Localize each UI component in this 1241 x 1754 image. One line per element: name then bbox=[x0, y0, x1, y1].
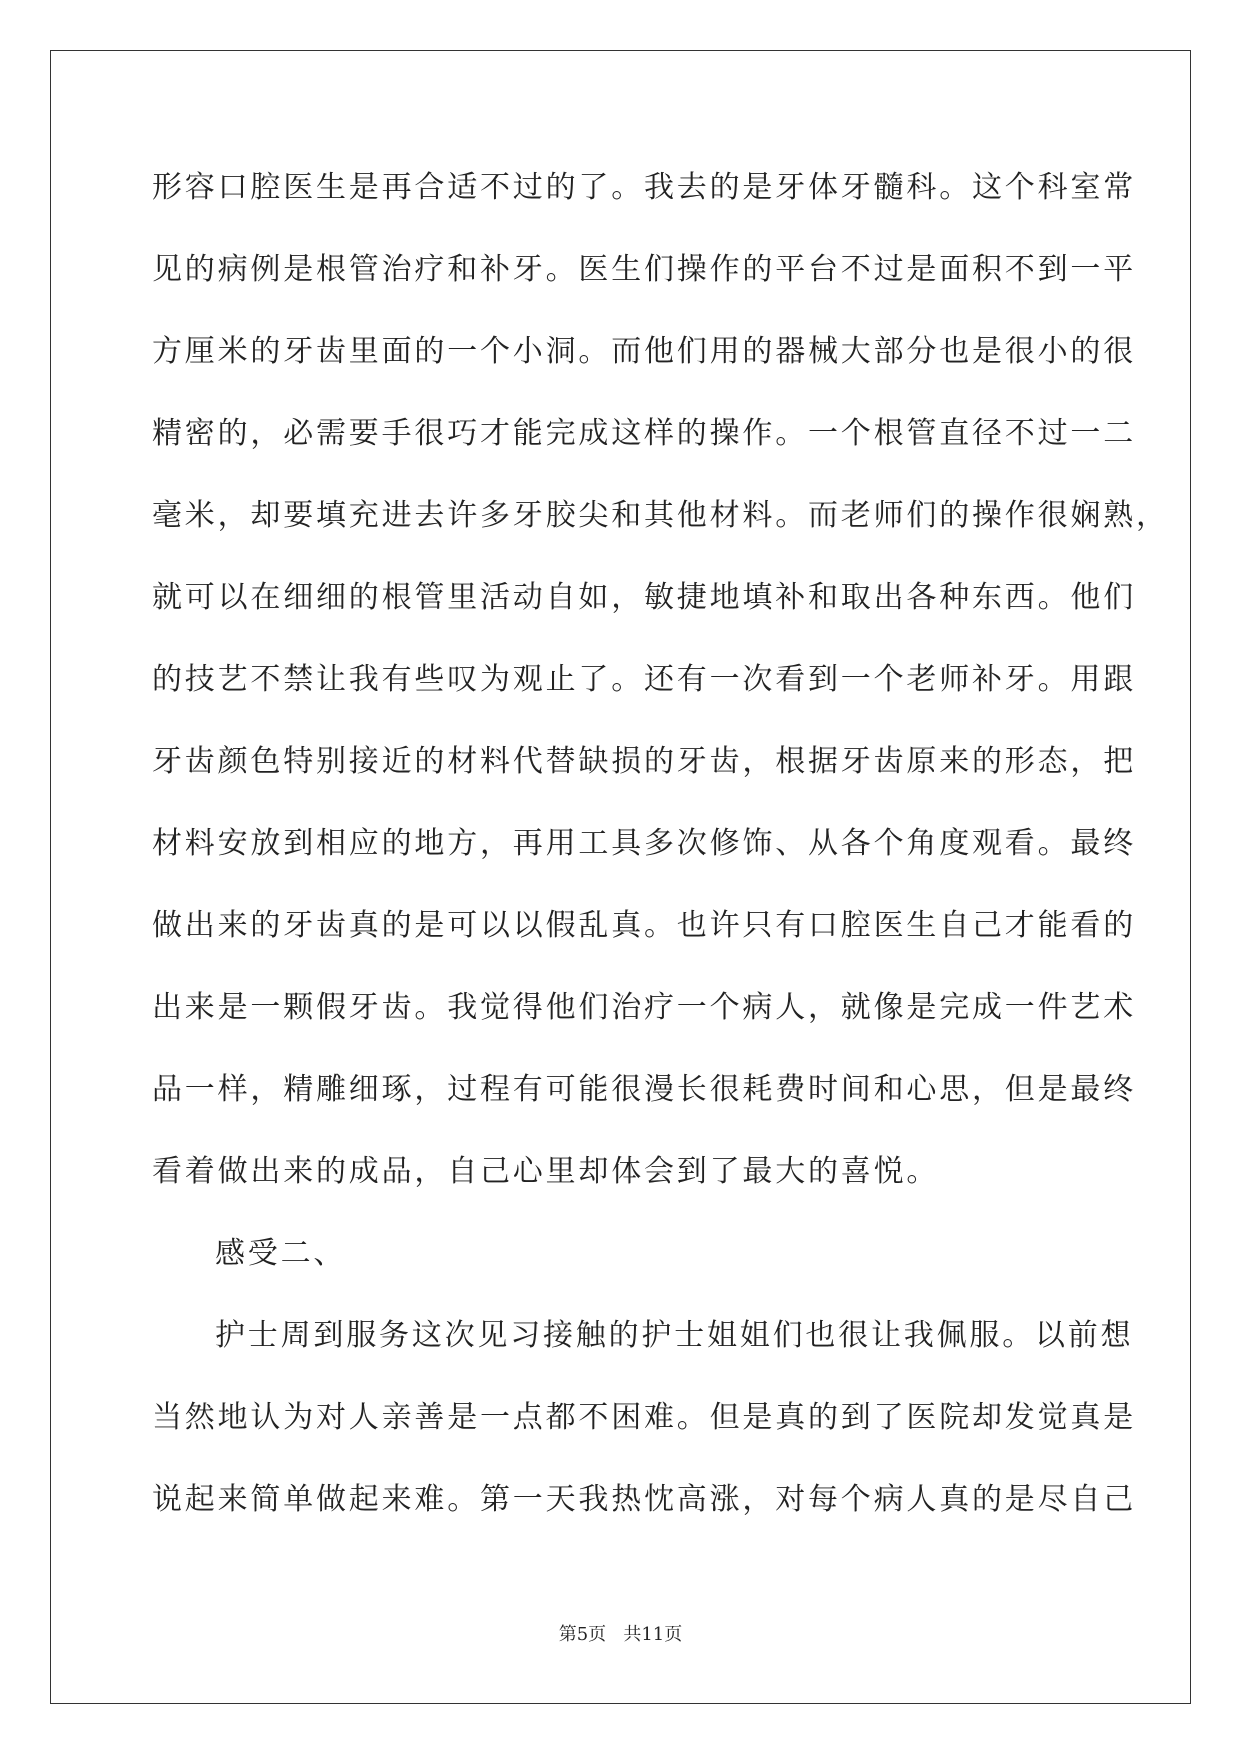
document-body bbox=[152, 160, 1169, 1554]
text-line: 材料安放到相应的地方，再用工具多次修饰、从各个角度观看。最终 bbox=[152, 826, 1136, 861]
text-line: 精密的，必需要手很巧才能完成这样的操作。一个根管直径不过一二 bbox=[152, 416, 1136, 451]
text-line: 做出来的牙齿真的是可以以假乱真。也许只有口腔医生自己才能看的 bbox=[152, 908, 1136, 943]
text-line: 品一样，精雕细琢，过程有可能很漫长很耗费时间和心思，但是最终 bbox=[152, 1072, 1136, 1107]
page-number: 第5页 bbox=[558, 1624, 607, 1645]
page-total: 共11页 bbox=[623, 1624, 683, 1645]
text-line: 护士周到服务这次见习接触的护士姐姐们也很让我佩服。以前想 bbox=[215, 1318, 1134, 1353]
text-line: 当然地认为对人亲善是一点都不困难。但是真的到了医院却发觉真是 bbox=[152, 1400, 1136, 1435]
page-footer bbox=[0, 1620, 1241, 1646]
text-line: 看着做出来的成品，自己心里却体会到了最大的喜悦。 bbox=[152, 1154, 940, 1189]
text-line: 方厘米的牙齿里面的一个小洞。而他们用的器械大部分也是很小的很 bbox=[152, 334, 1136, 369]
text-line: 说起来简单做起来难。第一天我热忱高涨，对每个病人真的是尽自己 bbox=[152, 1482, 1136, 1517]
text-line: 牙齿颜色特别接近的材料代替缺损的牙齿，根据牙齿原来的形态，把 bbox=[152, 744, 1136, 779]
text-line: 就可以在细细的根管里活动自如，敏捷地填补和取出各种东西。他们 bbox=[152, 580, 1136, 615]
text-line: 感受二、 bbox=[215, 1236, 347, 1271]
text-line: 形容口腔医生是再合适不过的了。我去的是牙体牙髓科。这个科室常 bbox=[152, 170, 1136, 205]
text-line: 见的病例是根管治疗和补牙。医生们操作的平台不过是面积不到一平 bbox=[152, 252, 1136, 287]
text-line: 毫米，却要填充进去许多牙胶尖和其他材料。而老师们的操作很娴熟， bbox=[152, 498, 1169, 533]
text-line: 出来是一颗假牙齿。我觉得他们治疗一个病人，就像是完成一件艺术 bbox=[152, 990, 1136, 1025]
text-line: 的技艺不禁让我有些叹为观止了。还有一次看到一个老师补牙。用跟 bbox=[152, 662, 1136, 697]
